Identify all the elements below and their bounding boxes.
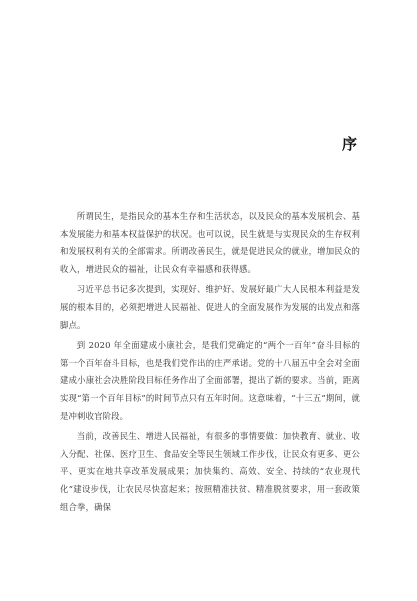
paragraph-1: 所谓民生，是指民众的基本生存和生活状态，以及民众的基本发展机会、基本发展能力和基本权益保护的状况。也可以说，民生就是与实现民众的生存权利和发展权利有关的全部需求。所谓改善民生，就是促进民众的就业，增加民众的收入，增进民众的福祉，让民众有幸福感和获得感。: [60, 211, 360, 274]
page-title: 序: [342, 135, 358, 153]
body-text: [60, 208, 360, 519]
paragraph-2: 习近平总书记多次提到，实现好、维护好、发展好最广大人民根本利益是发展的根本目的，必须把增进人民福祉、促进人的全面发展作为发展的出发点和落脚点。: [60, 284, 360, 330]
paragraph-3: 到 2020 年全面建成小康社会，是我们党确定的“两个一百年”奋斗目标的第一个百年奋斗目标，也是我们党作出的庄严承诺。党的十八届五中全会对全面建成小康社会决胜阶段目标任务作出了全面部署，提出了新的要求。当前，距离实现“第一个百年目标”的时间节点只有五年时间。这意味着，“十三五”期间，就是冲刺收官阶段。: [60, 340, 360, 421]
paragraph-4: 当前，改善民生、增进人民福祉，有很多的事情要做：加快教育、就业、收入分配、社保、医疗卫生、食品安全等民生领域工作步伐，让民众有更多、更公平、更实在地共享改革发展成果；加快集约、高效、安全、持续的“农业现代化”建设步伐，让农民尽快富起来；按照精准扶贫、精准脱贫要求，用一套政策组合拳，确保: [60, 431, 360, 512]
